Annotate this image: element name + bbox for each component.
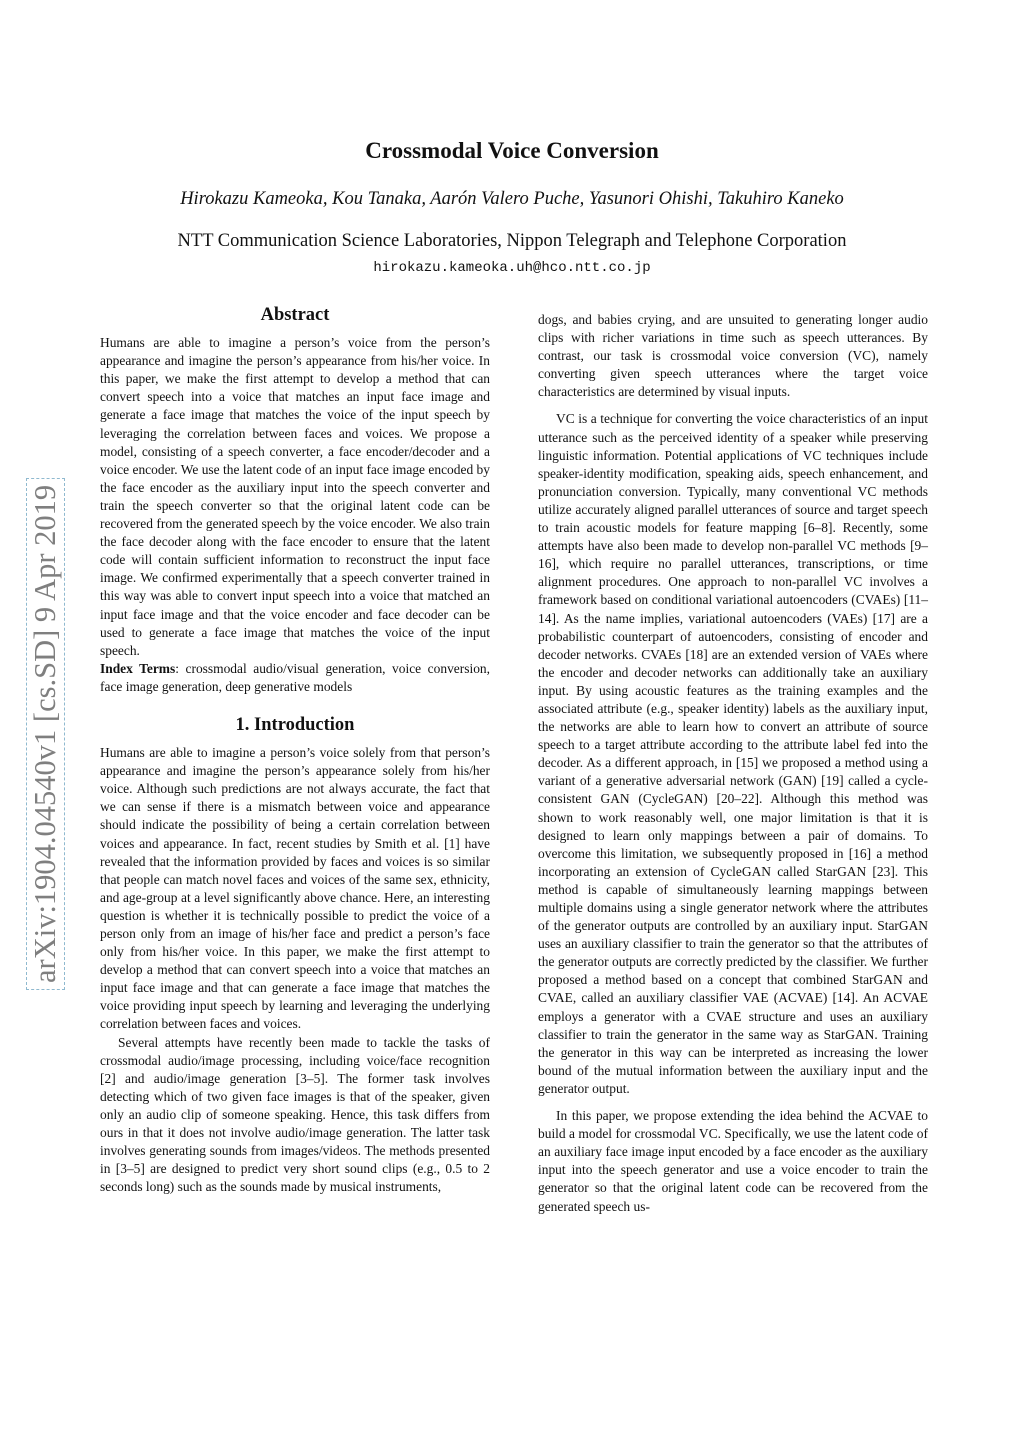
intro-paragraph-2: Several attempts have recently been made to tackle the tasks of crossmodal audio/image processing, including voice/face recognition [2] and audio/image generation [3–5]. The former task involves detecting which of two given face images is that of the speaker, given only an audio clip of someone speaking. Hence, this task differs from ours in that it does not involve audio/image generation. The latter task involves generating sounds from images/videos. The methods presented in [3–5] are designed to predict very short sound clips (e.g., 0.5 to 2 seconds long) such as the sounds made by musical instruments,	[100, 1034, 490, 1195]
introduction-heading: 1. Introduction	[235, 714, 355, 735]
right-column	[538, 311, 928, 1216]
intro-paragraph-1: Humans are able to imagine a person’s voice solely from that person’s appearance and imagine the person’s appearance solely from his/her voice. Although such predictions are not always accurate, the fact that we can sense if there is a mismatch between voice and appearance should indicate the possibility of being a certain correlation between voices and appearance. In fact, recent studies by Smith et al. [1] have revealed that the information provided by faces and voices is so similar that people can match novel faces and voices of the same sex, ethnicity, and age-group at a level significantly above chance. Here, an interesting question is whether it is technically possible to predict the voice of a person only from an image of his/her face and predict a person’s face only from his/her voice. In this paper, we make the first attempt to develop a method that can convert speech into a voice that matches an input face image and that can generate a face image that matches the voice providing input speech by learning and leveraging the underlying correlation between faces and voices.	[100, 745, 490, 1032]
index-terms-text: : crossmodal audio/visual generation, voice conversion, face image generation, deep generative models	[100, 660, 490, 694]
contact-email[interactable]: hirokazu.kameoka.uh@hco.ntt.co.jp	[373, 260, 651, 276]
paper-title: Crossmodal Voice Conversion	[365, 138, 659, 163]
index-terms	[100, 660, 490, 696]
intro-paragraph-5: In this paper, we propose extending the idea behind the ACVAE to build a model for crossmodal VC. Specifically, we use the latent code of an auxiliary face image input encoded by a face encoder as the auxiliary input into the speech generator and use a voice encoder to train the generator so that the original latent code can be recovered from the generated speech us-	[538, 1108, 928, 1214]
abstract-heading: Abstract	[260, 305, 330, 325]
arxiv-stamp[interactable]: arXiv:1904.04540v1 [cs.SD] 9 Apr 2019	[26, 478, 65, 990]
index-terms-label: Index Terms	[100, 660, 176, 676]
intro-paragraph-4: VC is a technique for converting the voice characteristics of an input utterance such as the perceived identity of a speaker while preserving linguistic information. Potential applications of VC techniques include speaker-identity modification, speaking aids, speech enhancement, and pronunciation conversion. Typically, many conventional VC methods utilize accurately aligned parallel utterances of source and target speech to train acoustic models for feature mapping [6–8]. Recently, some attempts have also been made to develop non-parallel VC methods [9–16], which require no parallel utterances, transcriptions, or time alignment procedures. One approach to non-parallel VC involves a framework based on conditional variational autoencoders (CVAEs) [11–14]. As the name implies, variational autoencoders (VAEs) [17] are a probabilistic counterpart of autoencoders, consisting of encoder and decoder networks. CVAEs [18] are an extended version of VAEs where the encoder and decoder networks can additionally take an auxiliary input. By using acoustic features as the training examples and the associated attribute (e.g., speaker identity) labels as the auxiliary input, the networks are able to learn how to convert an attribute of source speech to a target attribute according to the attribute label fed into the decoder. As a different approach, in [15] we proposed a method using a variant of a generative adversarial network (GAN) [19] called a cycle-consistent GAN (CycleGAN) [20–22]. Although this method was shown to work reasonably well, one major limitation is that it is designed to learn only mappings between a pair of domains. To overcome this limitation, we subsequently proposed in [16] a method incorporating an extension of CycleGAN called StarGAN [23]. This method is capable of simultaneously learning mappings between multiple domains using a single generator network where the attributes of the generator outputs are controlled by an auxiliary input. StarGAN uses an auxiliary classifier to train the generator so that the attributes of the generator outputs are correctly predicted by the classifier. We further proposed a method based on a concept that combined StarGAN and CVAE, called an auxiliary classifier VAE (ACVAE) [14]. An ACVAE employs a generator with a CVAE structure and uses an auxiliary classifier to train the generator in the same way as StarGAN. Training the generator in this way can be interpreted as increasing the lower bound of the mutual information between the auxiliary input and the generator output.	[538, 411, 928, 1096]
left-column	[100, 306, 490, 1196]
intro-paragraph-3: dogs, and babies crying, and are unsuited to generating longer audio clips with richer variations in time such as speech utterances. By contrast, our task is crossmodal voice conversion (VC), namely converting given speech utterances where the target voice characteristics are determined by visual inputs.	[538, 312, 928, 400]
author-list: Hirokazu Kameoka, Kou Tanaka, Aarón Valero Puche, Yasunori Ohishi, Takuhiro Kaneko	[180, 189, 844, 209]
affiliation: NTT Communication Science Laboratories, Nippon Telegraph and Telephone Corporation	[177, 231, 847, 251]
abstract-text: Humans are able to imagine a person’s voice from the person’s appearance and imagine the person’s appearance from his/her voice. In this paper, we make the first attempt to develop a method that can convert speech into a voice that matches an input face image and generate a face image that matches the voice of the input speech by leveraging the correlation between faces and voices. We propose a model, consisting of a speech converter, a face encoder/decoder and a voice encoder. We use the latent code of an input face image encoded by the face encoder as the auxiliary input into the speech converter and train the speech converter so that the original latent code can be recovered from the generated speech by the voice encoder. We also train the face decoder along with the face encoder to ensure that the latent code will contain sufficient information to reconstruct the input face image. We confirmed experimentally that a speech converter trained in this way was able to convert input speech into a voice that matched an input face image and that the voice encoder and face decoder can be used to generate a face image that matches the voice of the input speech.	[100, 335, 490, 658]
